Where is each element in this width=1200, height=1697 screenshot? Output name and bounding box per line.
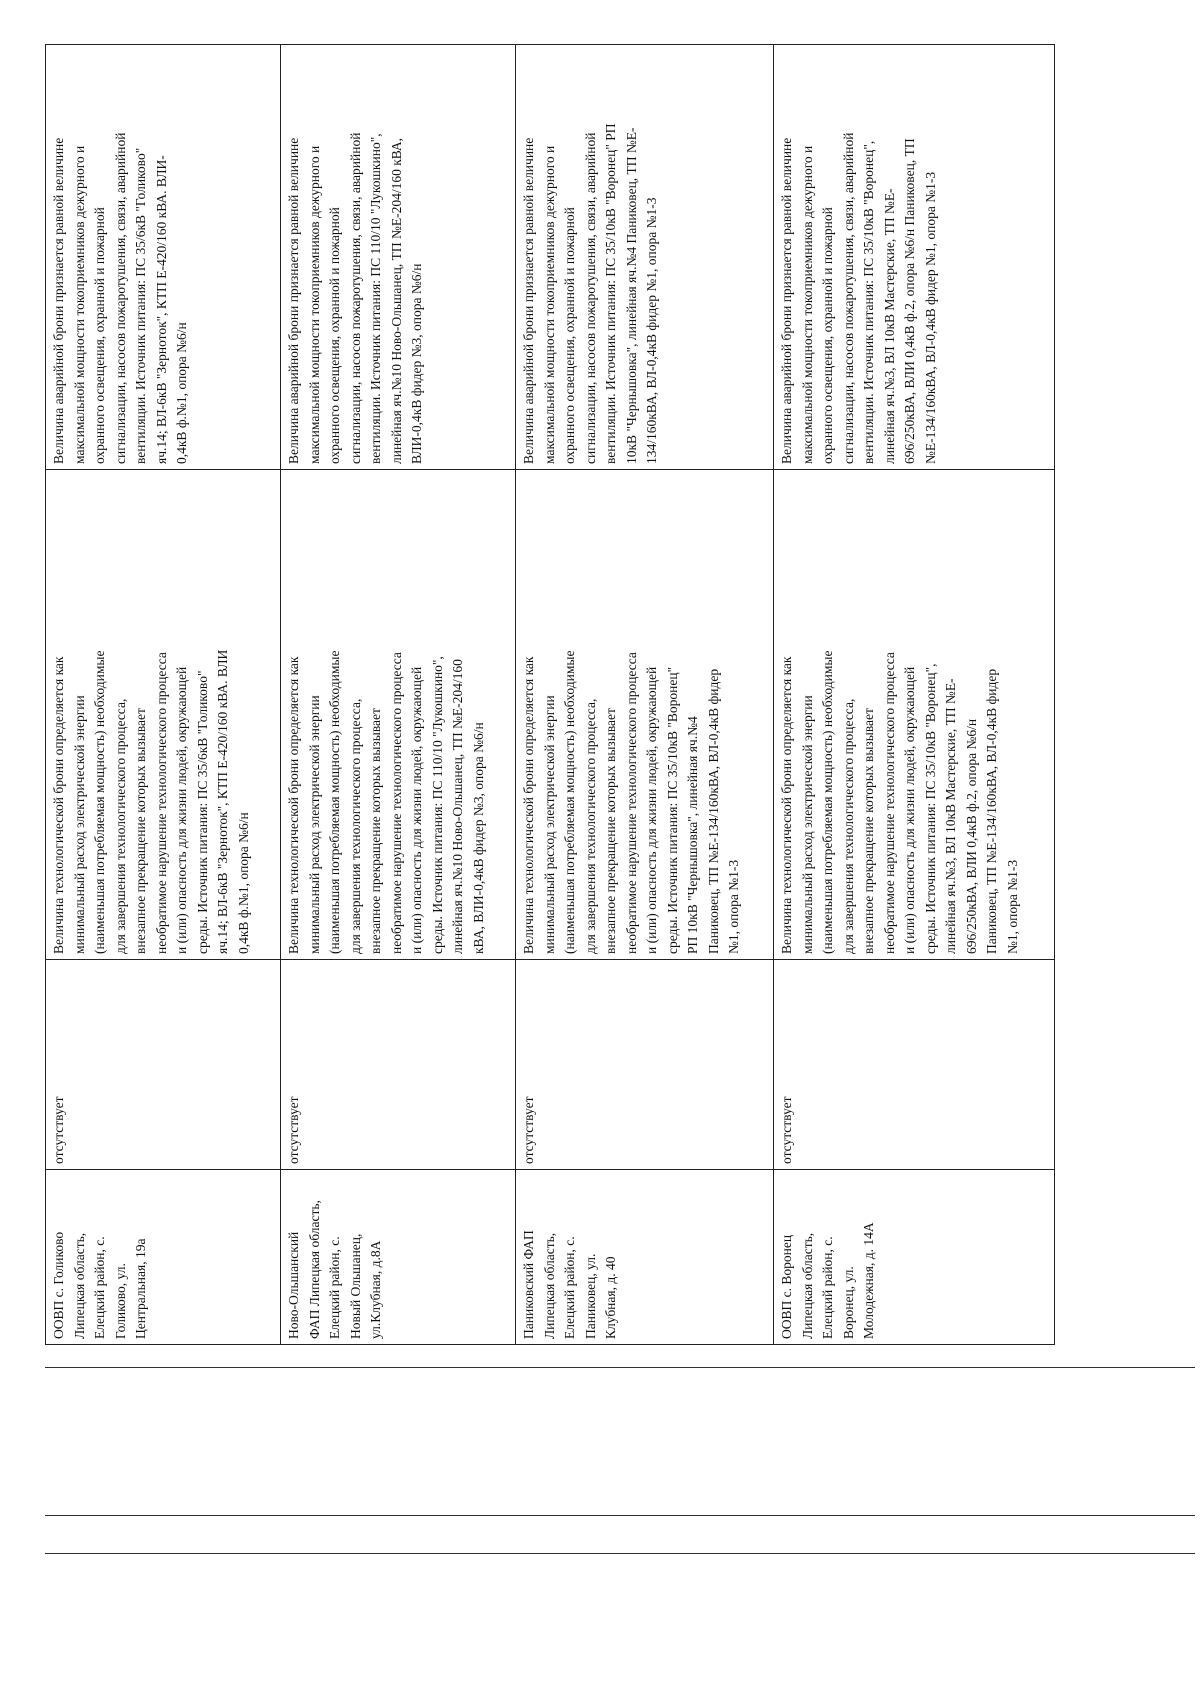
tech-reserve-cell-line: среды. Источник питания: ПС 35/6кВ "Голиково" — [194, 670, 210, 954]
tech-reserve-cell-line: яч.14; ВЛ-6кВ "Зерноток", КТП Е-420/160 кВА. ВЛИ — [215, 649, 230, 954]
status-cell — [46, 960, 281, 1170]
emergency-reserve-cell-line: вентиляции. Источник питания: ПС 35/10кВ "Воронец", — [861, 140, 877, 464]
facility-address-line: Липецкая область, — [799, 1232, 815, 1339]
status-cell — [281, 960, 516, 1170]
facility-address-line: ФАП Липецкая область, — [306, 1200, 322, 1339]
tech-reserve-cell-line: и (или) опасность для жизни людей, окружающей — [644, 666, 660, 954]
facility-name: Паниковский ФАП — [521, 1230, 537, 1339]
tech-reserve-cell-line: (наименьшая потребляемая мощность) необходимые — [562, 650, 578, 954]
tech-reserve-cell-line: необратимое нарушение технологического процесса — [881, 652, 897, 954]
emergency-reserve-cell-line: вентиляции. Источник питания: ПС 110/10 "Лукошкино", — [368, 133, 384, 464]
emergency-reserve-cell-line: сигнализации, насосов пожаротушения, связи, аварийной — [582, 132, 598, 464]
facility-name: Ново-Ольшанский — [286, 1231, 302, 1339]
facility-cell — [774, 1170, 1055, 1345]
facility-address-line: Новый Ольшанец, — [347, 1233, 363, 1339]
tech-reserve-cell-line: линейная яч.№10 Ново-Ольшанец, ТП №Е-204/160 — [450, 659, 466, 954]
tech-reserve-cell-line: Величина технологической брони определяется как — [779, 656, 795, 954]
facility-address-line: Голиково, ул. — [112, 1263, 128, 1339]
tech-reserve-cell-line: необратимое нарушение технологического процесса — [623, 652, 639, 954]
table-row — [281, 45, 516, 1345]
emergency-reserve-cell-line: линейная яч.№3, ВЛ 10кВ Мастерские, ТП №Е- — [881, 188, 897, 464]
tech-reserve-cell-line: и (или) опасность для жизни людей, окружающей — [409, 666, 425, 954]
tech-reserve-cell-line: Величина технологической брони определяется как — [51, 656, 66, 954]
emergency-reserve-cell — [281, 45, 516, 470]
tech-reserve-cell-line: для завершения технологического процесса, — [347, 698, 363, 954]
facility-address-line: Липецкая область, — [541, 1232, 557, 1339]
tech-reserve-cell-line: линейная яч.№3, ВЛ 10кВ Мастерские, ТП №Е- — [943, 678, 959, 954]
emergency-reserve-cell-line: охранного освещения, охранной и пожарной — [92, 207, 107, 464]
reservation-table — [45, 44, 1055, 1345]
emergency-reserve-cell-line: 134/160кВА, ВЛ-0,4кВ фидер №1, опора №1-3 — [644, 197, 660, 464]
tech-reserve-cell — [516, 470, 774, 960]
tech-reserve-cell-line: №1, опора №1-3 — [1004, 859, 1020, 954]
emergency-reserve-cell — [46, 45, 281, 470]
tech-reserve-cell-line: Величина технологической брони определяется как — [286, 656, 302, 954]
facility-cell — [281, 1170, 516, 1345]
facility-address-line: Елецкий район, с. — [92, 1236, 107, 1339]
status-text: отсутствует — [286, 1096, 302, 1164]
signature-line-2 — [45, 1515, 1195, 1516]
emergency-reserve-cell-line: охранного освещения, охранной и пожарной — [820, 207, 836, 464]
tech-reserve-cell — [774, 470, 1055, 960]
tech-reserve-cell-line: и (или) опасность для жизни людей, окружающей — [902, 666, 918, 954]
tech-reserve-cell-line: минимальный расход электрической энергии — [799, 695, 815, 954]
tech-reserve-cell-line: минимальный расход электрической энергии — [71, 695, 87, 954]
tech-reserve-cell-line: необратимое нарушение технологического процесса — [388, 652, 404, 954]
tech-reserve-cell-line: РП 10кВ "Чернышовка", линейная яч.№4 — [685, 716, 701, 954]
tech-reserve-cell-line: кВА, ВЛИ-0,4кВ фидер №3, опора №6/н — [470, 722, 486, 954]
emergency-reserve-cell-line: Величина аварийной брони признается равной величине — [286, 137, 302, 464]
tech-reserve-cell-line: внезапное прекращение которых вызывает — [133, 708, 148, 954]
table-row — [774, 45, 1055, 1345]
emergency-reserve-cell-line: максимальной мощности токоприемников дежурного и — [541, 145, 557, 464]
tech-reserve-cell-line: необратимое нарушение технологического процесса — [153, 652, 169, 954]
tech-reserve-cell-line: Величина технологической брони определяется как — [521, 656, 537, 954]
facility-address-line: Елецкий район, с. — [327, 1236, 343, 1339]
emergency-reserve-cell — [516, 45, 774, 470]
tech-reserve-cell-line: для завершения технологического процесса, — [840, 698, 856, 954]
tech-reserve-cell-line: внезапное прекращение которых вызывает — [368, 708, 384, 954]
facility-address-line: Молодежная, д. 14А — [861, 1222, 877, 1339]
emergency-reserve-cell-line: №Е-134/160кВА, ВЛ-0,4кВ фидер №1, опора №1-3 — [922, 171, 938, 464]
emergency-reserve-cell-line: максимальной мощности токоприемников дежурного и — [306, 145, 322, 464]
emergency-reserve-cell-line: сигнализации, насосов пожаротушения, связи, аварийной — [112, 132, 128, 464]
signature-line-3 — [45, 1553, 1195, 1554]
facility-name: ООВП с. Воронец — [779, 1234, 795, 1339]
emergency-reserve-cell-line: линейная яч.№10 Ново-Ольшанец, ТП №Е-204/160 кВА, — [388, 137, 404, 464]
tech-reserve-cell-line: для завершения технологического процесса, — [112, 698, 128, 954]
table-row — [516, 45, 774, 1345]
emergency-reserve-cell-line: Величина аварийной брони признается равной величине — [779, 137, 795, 464]
emergency-reserve-cell-line: охранного освещения, охранной и пожарной — [327, 207, 343, 464]
facility-address-line: Липецкая область, — [71, 1232, 87, 1339]
emergency-reserve-cell-line: охранного освещения, охранной и пожарной — [562, 207, 578, 464]
tech-reserve-cell-line: Паниковец, ТП №Е-134/160кВА, ВЛ-0,4кВ фидер — [984, 668, 1000, 954]
tech-reserve-cell-line: Паниковец, ТП №Е-134/160кВА, ВЛ-0,4кВ фидер — [705, 668, 721, 954]
tech-reserve-cell-line: №1, опора №1-3 — [726, 859, 742, 954]
tech-reserve-cell-line: внезапное прекращение которых вызывает — [603, 708, 619, 954]
facility-address-line: Воронец, ул. — [840, 1266, 856, 1339]
facility-address-line: Паниковец, ул. — [582, 1253, 598, 1339]
signature-line-1 — [45, 1367, 1195, 1368]
emergency-reserve-cell-line: Величина аварийной брони признается равной величине — [51, 137, 66, 464]
status-cell — [774, 960, 1055, 1170]
emergency-reserve-cell-line: вентиляции. Источник питания: ПС 35/10кВ "Воронец" РП — [603, 123, 619, 464]
tech-reserve-cell-line: внезапное прекращение которых вызывает — [861, 708, 877, 954]
tech-reserve-cell-line: для завершения технологического процесса, — [582, 698, 598, 954]
emergency-reserve-cell-line: максимальной мощности токоприемников дежурного и — [799, 145, 815, 464]
tech-reserve-cell-line: среды. Источник питания: ПС 35/10кВ "Воронец", — [922, 663, 938, 954]
emergency-reserve-cell — [774, 45, 1055, 470]
emergency-reserve-cell-line: 0,4кВ ф.№1, опора №6/н — [174, 322, 189, 464]
tech-reserve-cell — [281, 470, 516, 960]
tech-reserve-cell-line: (наименьшая потребляемая мощность) необходимые — [327, 650, 343, 954]
tech-reserve-cell-line: (наименьшая потребляемая мощность) необходимые — [820, 650, 836, 954]
emergency-reserve-cell-line: 10кВ "Чернышовка", линейная яч.№4 Паниковец, ТП №Е- — [623, 127, 639, 464]
facility-cell — [46, 1170, 281, 1345]
emergency-reserve-cell-line: 696/250кВА, ВЛИ 0,4кВ ф.2, опора №6/н Паниковец, ТП — [902, 138, 918, 464]
rotated-page — [45, 45, 1055, 1345]
tech-reserve-cell-line: 0,4кВ ф.№1, опора №6/н — [235, 812, 251, 954]
emergency-reserve-cell-line: вентиляции. Источник питания: ПС 35/6кВ "Голиково" — [133, 147, 148, 464]
emergency-reserve-cell-line: яч.14; ВЛ-6кВ "Зерноток", КТП Е-420/160 кВА. ВЛИ- — [153, 155, 169, 464]
tech-reserve-cell-line: (наименьшая потребляемая мощность) необходимые — [92, 650, 107, 954]
emergency-reserve-cell-line: ВЛИ-0,4кВ фидер №3, опора №6/н — [409, 263, 425, 464]
tech-reserve-cell-line: 696/250кВА, ВЛИ 0,4кВ ф.2, опора №6/н — [963, 718, 979, 954]
tech-reserve-cell-line: минимальный расход электрической энергии — [541, 695, 557, 954]
status-cell — [516, 960, 774, 1170]
facility-address-line: Клубная, д. 40 — [603, 1256, 619, 1339]
status-text: отсутствует — [521, 1096, 537, 1164]
status-text: отсутствует — [779, 1096, 795, 1164]
status-text: отсутствует — [51, 1096, 66, 1164]
facility-name: ООВП с. Голиково — [51, 1231, 66, 1339]
emergency-reserve-cell-line: максимальной мощности токоприемников дежурного и — [71, 145, 87, 464]
tech-reserve-cell-line: среды. Источник питания: ПС 110/10 "Лукошкино", — [429, 656, 445, 954]
emergency-reserve-cell-line: сигнализации, насосов пожаротушения, связи, аварийной — [347, 132, 363, 464]
emergency-reserve-cell-line: сигнализации, насосов пожаротушения, связи, аварийной — [840, 132, 856, 464]
tech-reserve-cell-line: минимальный расход электрической энергии — [306, 695, 322, 954]
facility-address-line: ул.Клубная, д.8А — [368, 1240, 384, 1339]
facility-cell — [516, 1170, 774, 1345]
emergency-reserve-cell-line: Величина аварийной брони признается равной величине — [521, 137, 537, 464]
tech-reserve-cell-line: и (или) опасность для жизни людей, окружающей — [174, 666, 189, 954]
tech-reserve-cell — [46, 470, 281, 960]
facility-address-line: Центральная, 19а — [133, 1238, 148, 1339]
tech-reserve-cell-line: среды. Источник питания: ПС 35/10кВ "Воронец" — [664, 666, 680, 954]
table-row — [46, 45, 281, 1345]
facility-address-line: Елецкий район, с. — [562, 1236, 578, 1339]
facility-address-line: Елецкий район, с. — [820, 1236, 836, 1339]
